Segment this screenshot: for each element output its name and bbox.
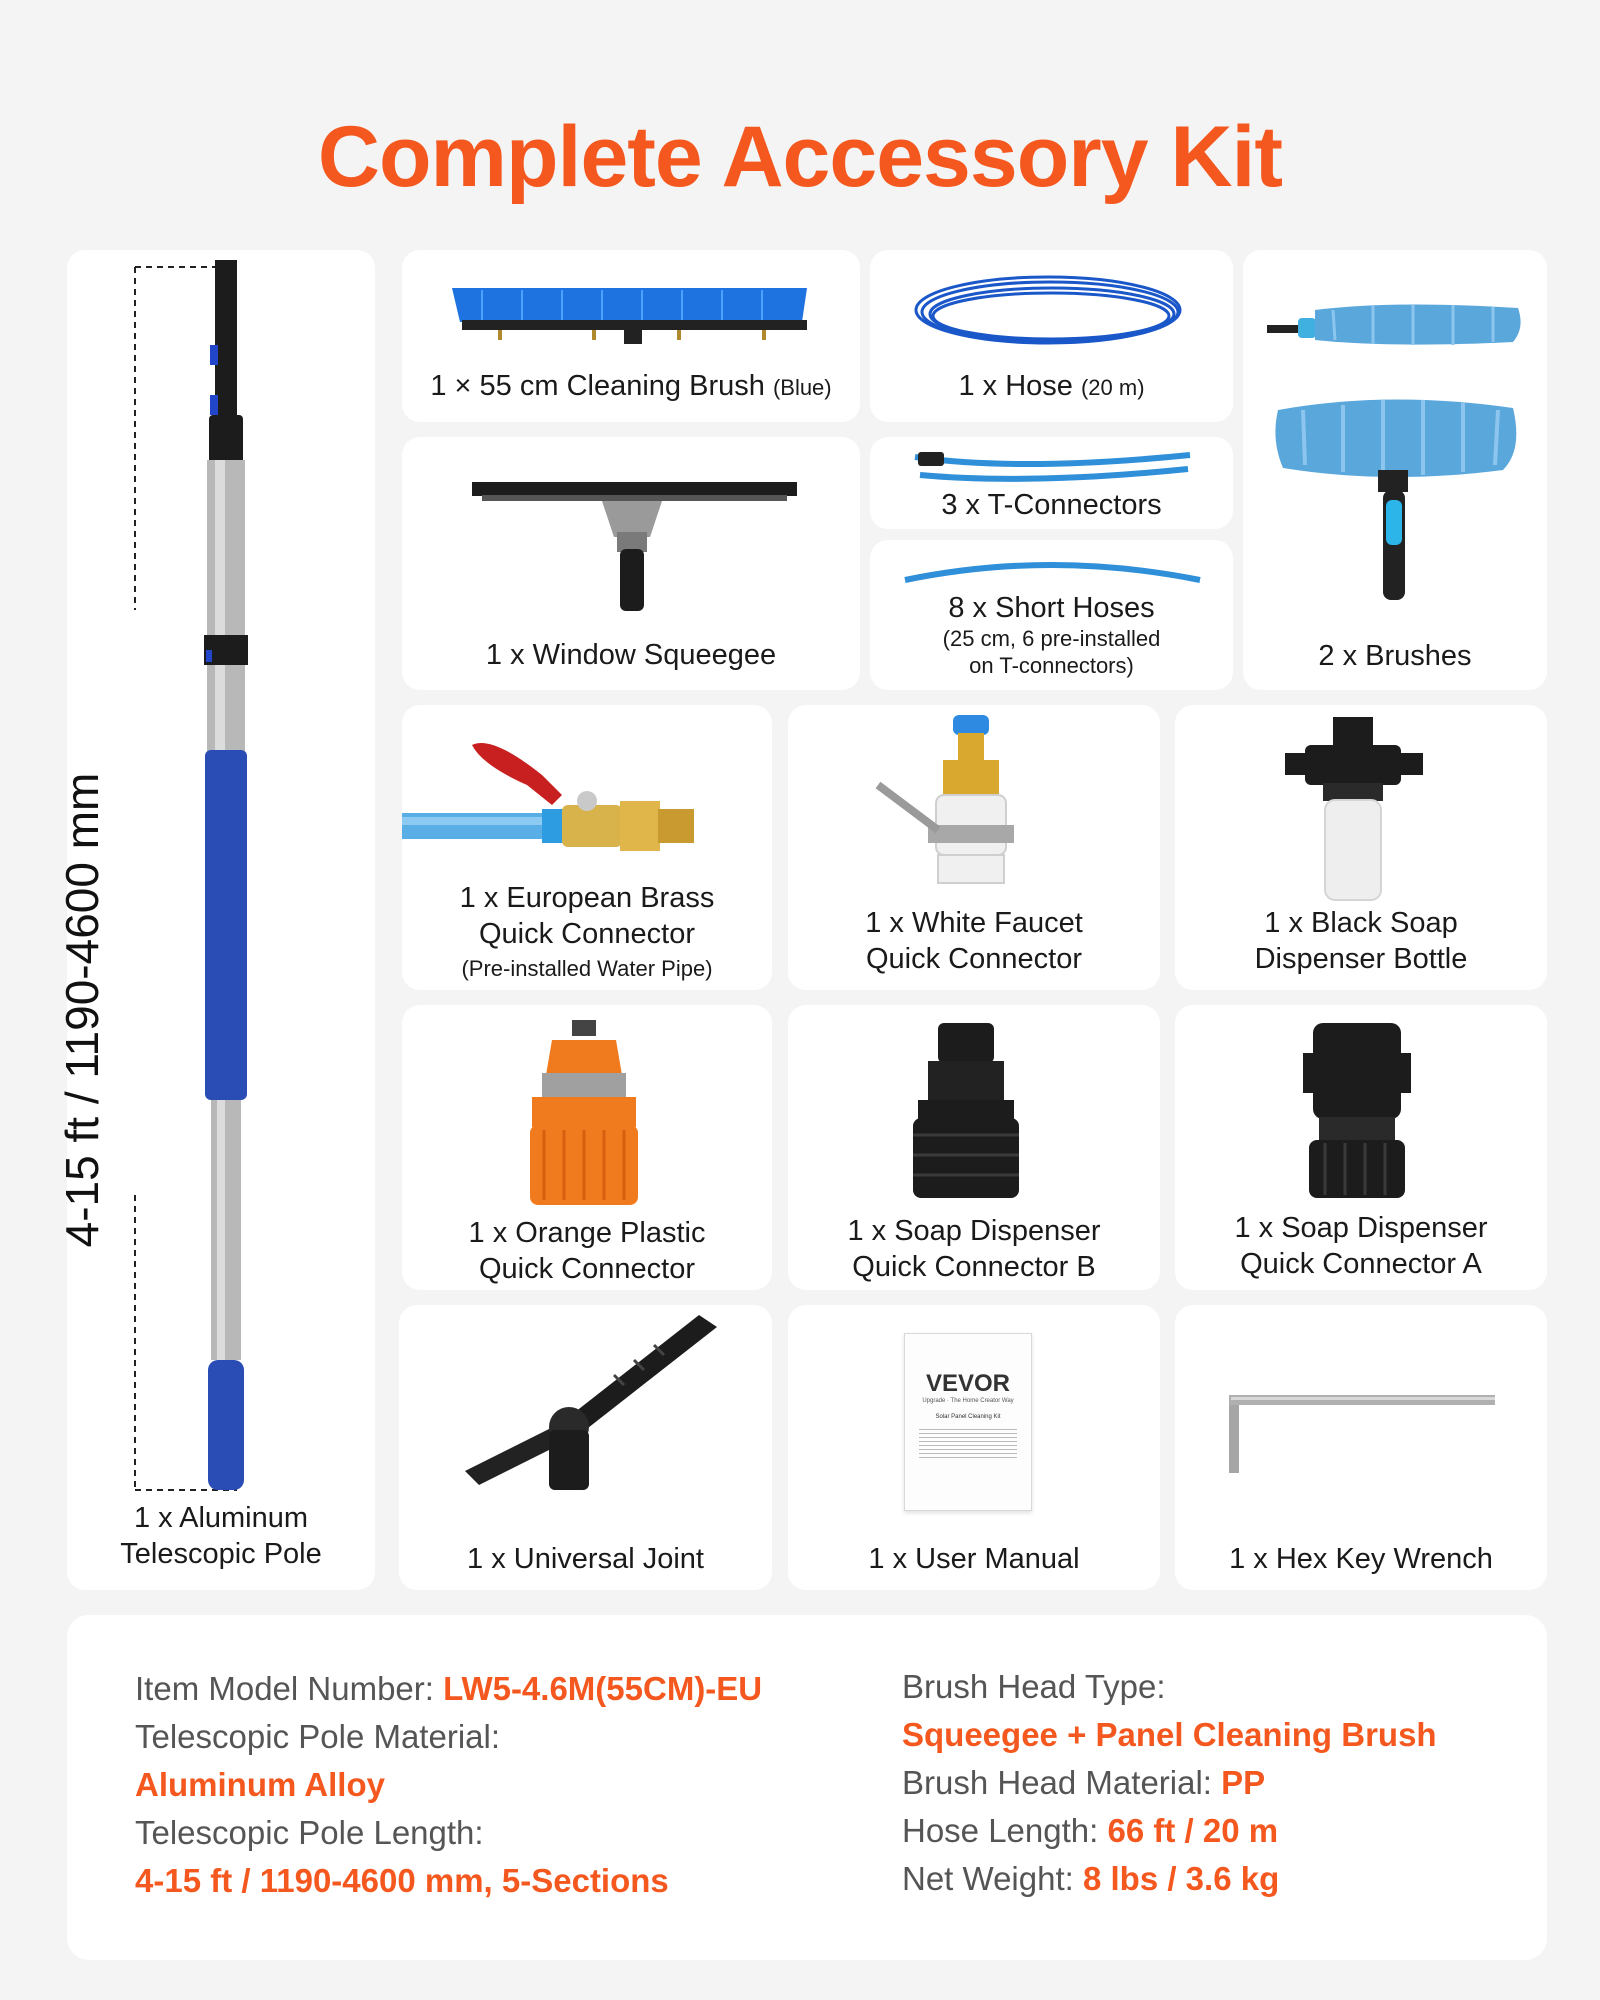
page-title: Complete Accessory Kit	[317, 109, 1283, 205]
user-manual-doc-title: Solar Panel Cleaning Kit	[935, 1414, 1001, 1420]
hose-length-label: Hose Length:	[902, 1812, 1108, 1849]
model-label: Item Model Number:	[135, 1670, 444, 1707]
short-hoses-note-line2: on T-connectors)	[969, 653, 1134, 678]
soap-bottle-line1: 1 x Black Soap	[1264, 907, 1458, 939]
brass-connector-card	[402, 705, 772, 990]
pole-length-value: 4-15 ft / 1190-4600 mm, 5-Sections	[135, 1862, 669, 1899]
orange-connector-card	[402, 1005, 772, 1290]
pole-dimension-label: 4-15 ft / 1190-4600 mm	[56, 772, 108, 1248]
cleaning-brush-label: 1 × 55 cm Cleaning Brush	[430, 370, 765, 402]
telescopic-pole-image	[67, 250, 375, 1590]
cleaning-brush-suffix: (Blue)	[772, 375, 832, 400]
short-hoses-note-line1: (25 cm, 6 pre-installed	[942, 626, 1161, 651]
brush-type-value: Squeegee + Panel Cleaning Brush	[902, 1716, 1437, 1753]
universal-joint-label: 1 x Universal Joint	[467, 1543, 704, 1575]
specs-right-column	[902, 1663, 1522, 1903]
brushes-image	[1243, 250, 1547, 690]
brass-connector-note: (Pre-installed Water Pipe)	[461, 956, 713, 981]
pole-label-line2: Telescopic Pole	[120, 1538, 322, 1570]
user-manual-image	[904, 1333, 1032, 1511]
brass-connector-line2: Quick Connector	[479, 918, 695, 950]
pole-card	[67, 250, 375, 1590]
hose-label: 1 x Hose	[958, 370, 1073, 402]
orange-connector-line1: 1 x Orange Plastic	[468, 1217, 706, 1249]
t-connectors-label: 3 x T-Connectors	[941, 489, 1162, 521]
net-weight-label: Net Weight:	[902, 1860, 1083, 1897]
brass-connector-line1: 1 x European Brass	[459, 882, 715, 914]
hose-length-value: 66 ft / 20 m	[1107, 1812, 1279, 1849]
soap-connector-b-line1: 1 x Soap Dispenser	[847, 1215, 1101, 1247]
pole-label-line1: 1 x Aluminum	[133, 1502, 309, 1534]
t-connectors-card	[870, 437, 1233, 529]
pole-material-value: Aluminum Alloy	[135, 1766, 385, 1803]
specs-left-column	[135, 1663, 835, 1905]
pole-length-label: Telescopic Pole Length:	[135, 1814, 484, 1851]
net-weight-value: 8 lbs / 3.6 kg	[1082, 1860, 1280, 1897]
soap-connector-a-line1: 1 x Soap Dispenser	[1234, 1212, 1488, 1244]
soap-connector-b-card	[788, 1005, 1160, 1290]
brushes-card	[1243, 250, 1547, 690]
user-manual-tagline: Upgrade · The Home Creator Way	[922, 1398, 1014, 1404]
brush-material-label: Brush Head Material:	[902, 1764, 1222, 1801]
cleaning-brush-card	[402, 250, 860, 422]
faucet-connector-line1: 1 x White Faucet	[865, 907, 1083, 939]
brushes-label: 2 x Brushes	[1318, 640, 1472, 672]
short-hoses-card	[870, 540, 1233, 690]
hose-suffix: (20 m)	[1080, 375, 1145, 400]
soap-bottle-line2: Dispenser Bottle	[1254, 943, 1468, 975]
squeegee-label: 1 x Window Squeegee	[485, 639, 777, 671]
hex-key-card	[1175, 1305, 1547, 1590]
squeegee-card	[402, 437, 860, 690]
orange-connector-line2: Quick Connector	[479, 1253, 695, 1285]
pole-material-label: Telescopic Pole Material:	[135, 1718, 500, 1755]
user-manual-card	[788, 1305, 1160, 1590]
brush-type-label: Brush Head Type:	[902, 1668, 1166, 1705]
brush-material-value: PP	[1221, 1764, 1266, 1801]
faucet-connector-card	[788, 705, 1160, 990]
model-value: LW5-4.6M(55CM)-EU	[443, 1670, 763, 1707]
user-manual-brand: VEVOR	[925, 1370, 1011, 1397]
hex-key-label: 1 x Hex Key Wrench	[1229, 1543, 1493, 1575]
user-manual-label: 1 x User Manual	[868, 1543, 1080, 1575]
hose-card	[870, 250, 1233, 422]
soap-connector-a-card	[1175, 1005, 1547, 1290]
universal-joint-card	[399, 1305, 772, 1590]
soap-connector-a-line2: Quick Connector A	[1240, 1248, 1482, 1280]
soap-bottle-card	[1175, 705, 1547, 990]
faucet-connector-line2: Quick Connector	[866, 943, 1082, 975]
soap-connector-b-line2: Quick Connector B	[852, 1251, 1096, 1283]
short-hoses-label: 8 x Short Hoses	[948, 592, 1155, 624]
specs-panel	[67, 1615, 1547, 1960]
